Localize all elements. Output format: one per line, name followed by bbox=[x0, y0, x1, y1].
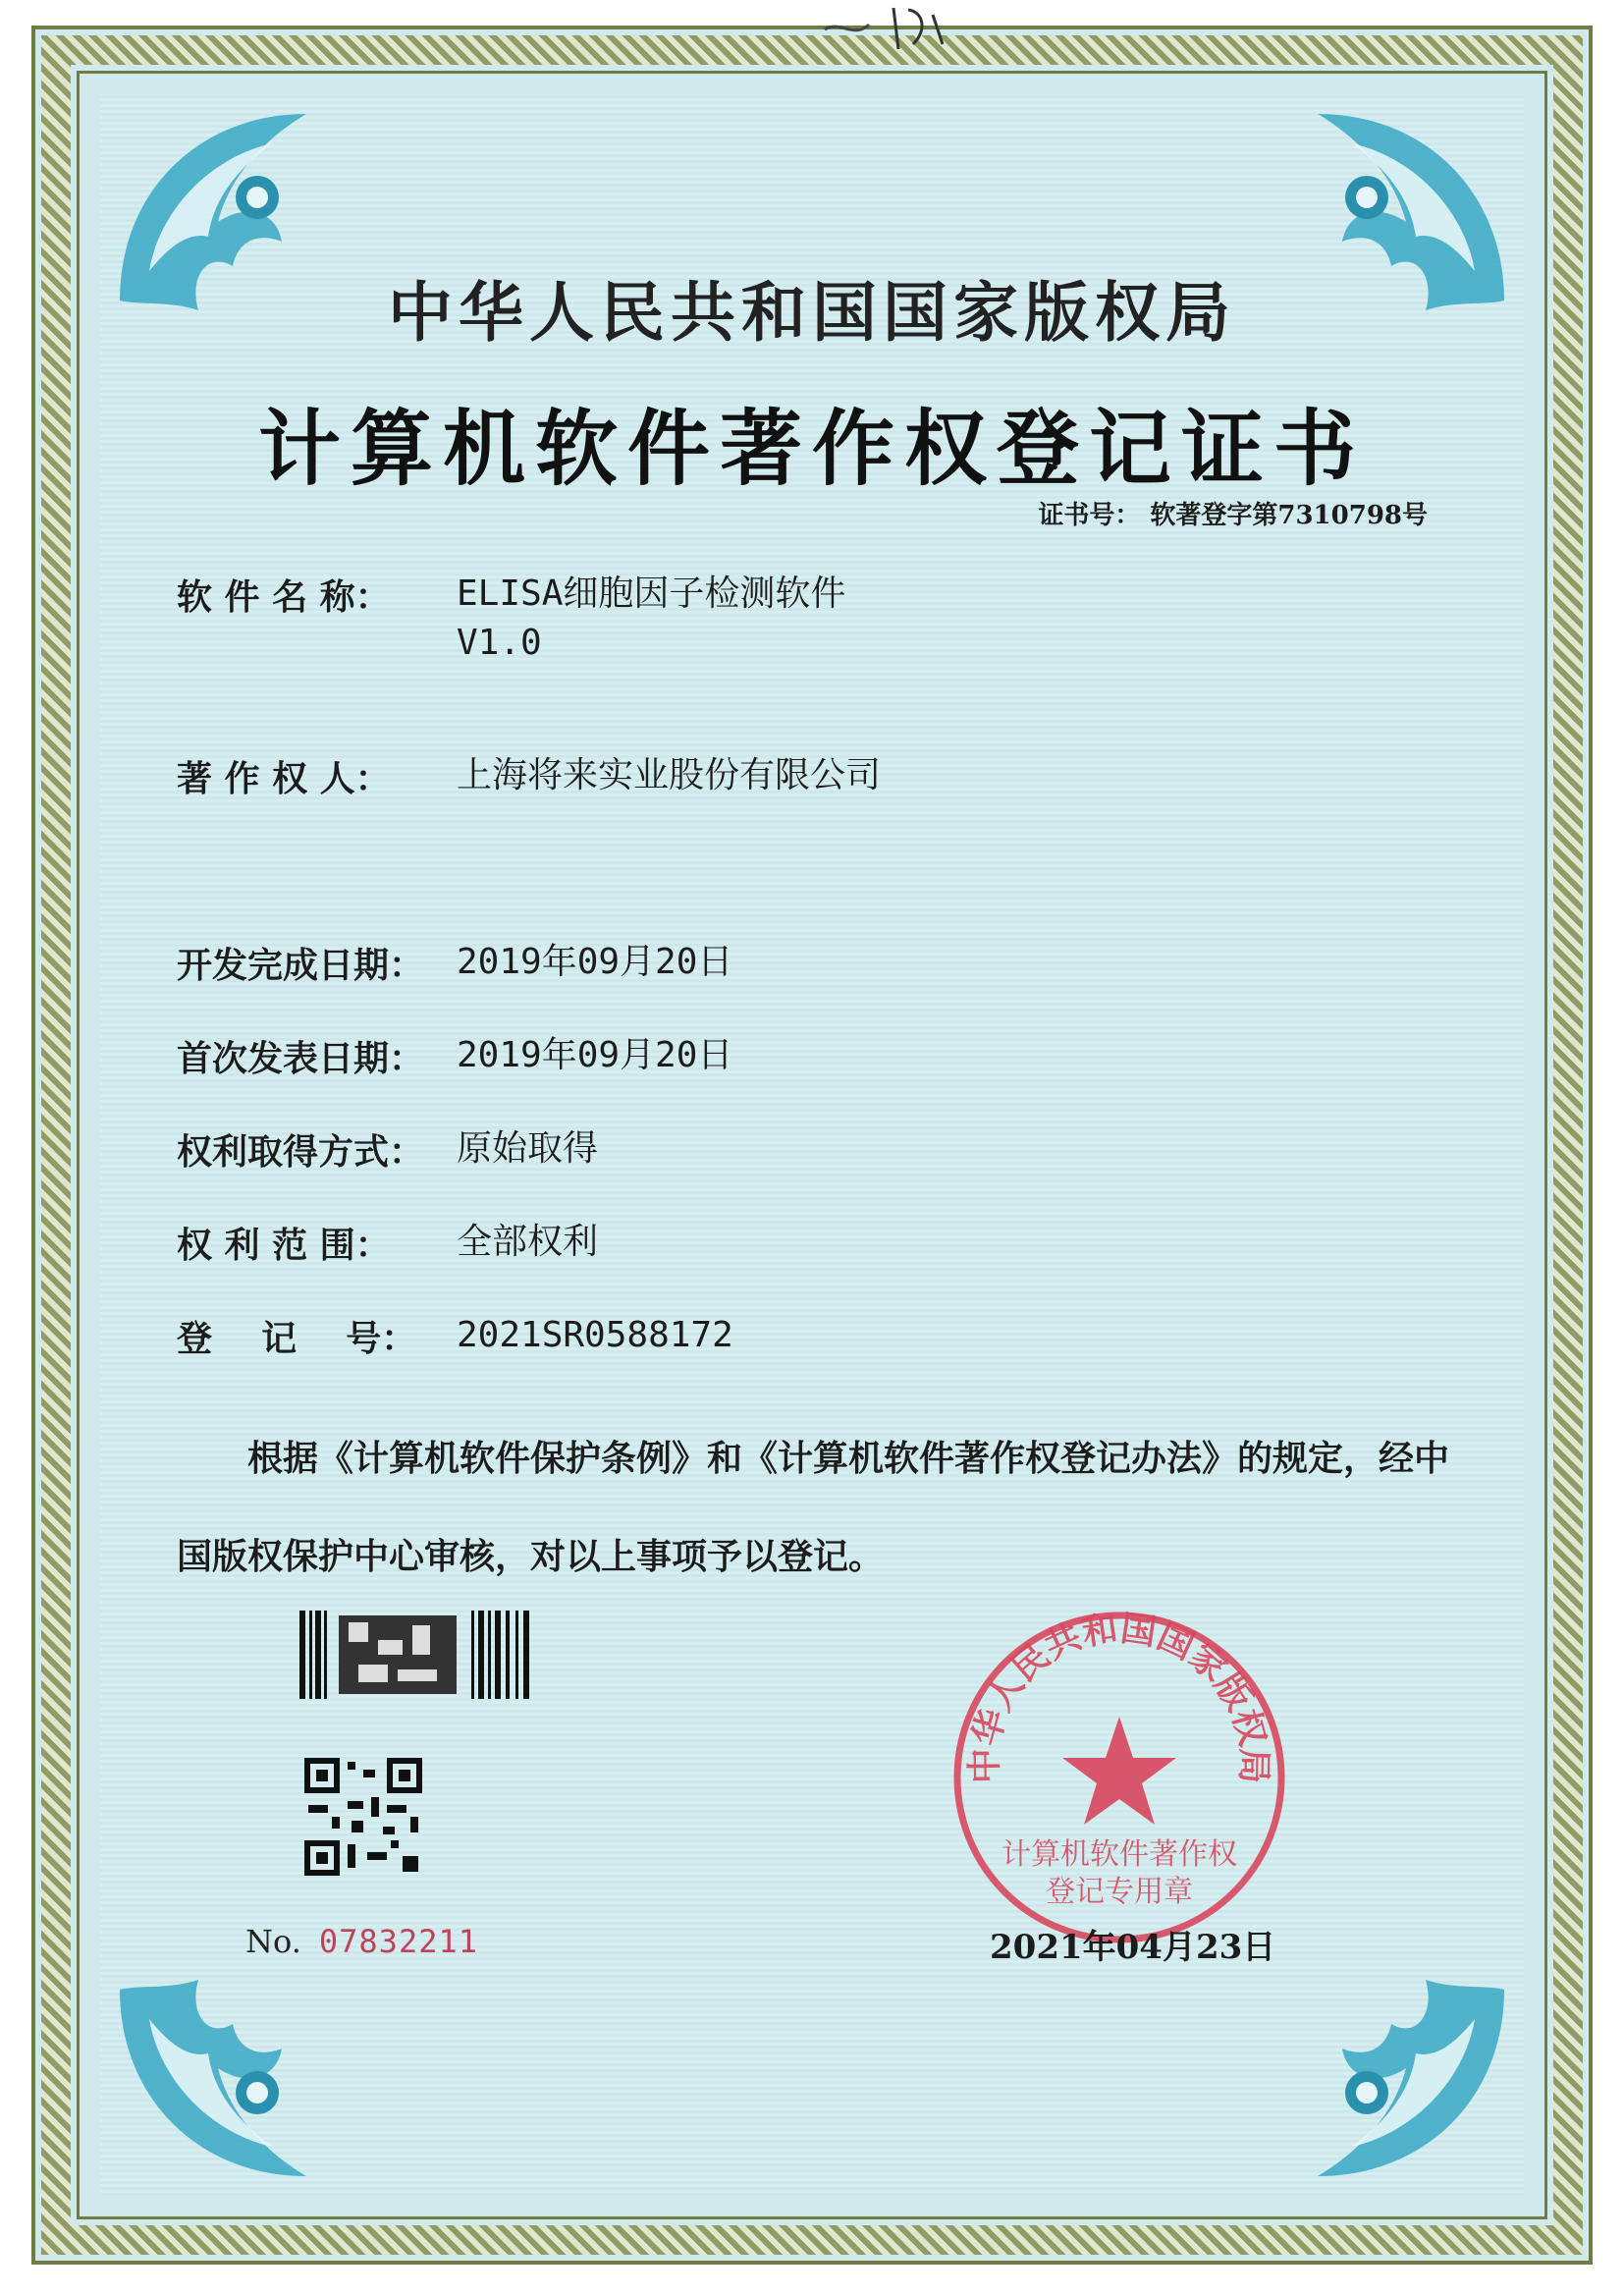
serial-number-value: 07832211 bbox=[318, 1923, 478, 1960]
qr-code-image bbox=[304, 1758, 422, 1876]
field-value: 原始取得 bbox=[457, 1128, 599, 1169]
field-label: 权利取得方式： bbox=[177, 1131, 425, 1173]
field-dev-complete-date bbox=[177, 938, 732, 988]
field-label: 登 记 号： bbox=[177, 1318, 417, 1359]
certificate-title: 计算机软件著作权登记证书 bbox=[257, 400, 1366, 497]
software-name-line1: ELISA细胞因子检测软件 bbox=[457, 574, 846, 614]
seal-inner-line1: 计算机软件著作权 bbox=[1001, 1837, 1237, 1872]
issue-date: 2021年04月23日 bbox=[990, 1928, 1276, 1967]
corner-ornament bbox=[1278, 1950, 1514, 2186]
field-value: 全部权利 bbox=[457, 1222, 599, 1262]
field-value: 2019年09月20日 bbox=[457, 942, 733, 982]
handwritten-mark bbox=[815, 0, 972, 59]
certificate-number-value: 软著登字第7310798号 bbox=[1150, 501, 1428, 530]
field-label: 权 利 范 围： bbox=[177, 1225, 391, 1266]
field-first-publish-date bbox=[177, 1031, 732, 1081]
field-registration-number bbox=[177, 1311, 733, 1361]
corner-ornament bbox=[110, 1950, 346, 2186]
field-software-name bbox=[177, 570, 845, 668]
certificate-number-label: 证书号： bbox=[1038, 501, 1141, 530]
official-seal bbox=[943, 1601, 1296, 1954]
field-value: 2019年09月20日 bbox=[457, 1035, 733, 1075]
certificate-number bbox=[1028, 495, 1428, 531]
field-copyright-holder bbox=[177, 751, 881, 801]
barcode-image bbox=[299, 1611, 535, 1699]
field-rights-scope bbox=[177, 1218, 598, 1268]
seal-ring-text: 中华人民共和国国家版权局 bbox=[963, 1608, 1275, 1784]
issuer-heading: 中华人民共和国国家版权局 bbox=[388, 274, 1236, 351]
field-value bbox=[457, 570, 845, 668]
field-label: 软 件 名 称： bbox=[177, 576, 391, 618]
field-label: 开发完成日期： bbox=[177, 945, 425, 986]
field-acquisition-method bbox=[177, 1124, 598, 1175]
field-label: 首次发表日期： bbox=[177, 1038, 425, 1079]
serial-number-label: No. bbox=[245, 1923, 301, 1960]
seal-inner-line2: 登记专用章 bbox=[1046, 1875, 1193, 1909]
software-name-line2: V1.0 bbox=[457, 623, 542, 663]
field-label: 著 作 权 人： bbox=[177, 758, 391, 799]
field-value: 上海将来实业股份有限公司 bbox=[457, 755, 882, 795]
registration-statement: 根据《计算机软件保护条例》和《计算机软件著作权登记办法》的规定，经中国版权保护中心审核，对以上事项予以登记。 bbox=[177, 1438, 1450, 1577]
field-value: 2021SR0588172 bbox=[457, 1315, 733, 1355]
serial-number bbox=[245, 1923, 478, 1960]
